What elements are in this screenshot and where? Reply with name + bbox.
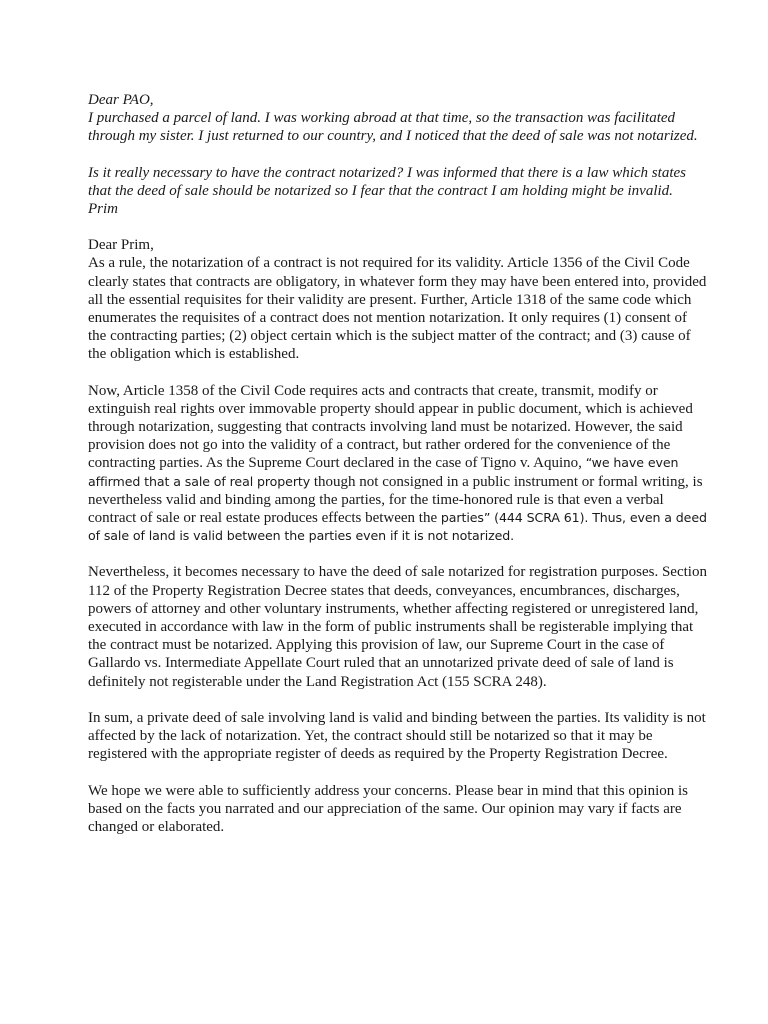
spacer — [88, 764, 708, 782]
question-paragraph-2: Is it really necessary to have the contract notarized? I was informed that there is a law which states that the deed of sale should be notarized so I fear that the contract I am holding might be invalid. — [88, 164, 686, 199]
answer-paragraph-4: In sum, a private deed of sale involving land is valid and binding between the parties. Its validity is not affected by the lack of notarization. Yet, the contract should still be notarized so that it may be registered with the appropriate register of deeds as required by the Property Registration Decree. — [88, 709, 706, 763]
spacer — [88, 218, 708, 236]
answer-paragraph-2-quote-b: parties” (444 SCRA 61). Thus, even a deed of sale of land is valid between the parties even if it is not notarized. — [88, 510, 707, 544]
spacer — [88, 691, 708, 709]
answer-paragraph-1: As a rule, the notarization of a contract is not required for its validity. Article 1356 of the Civil Code clearly states that contracts are obligatory, in whatever form they may have been entered into, provided all the essential requisites for their validity are present. Further, Article 1318 of the same code which enumerates the requisites of a contract does not mention notarization. It only requires (1) consent of the contracting parties; (2) object certain which is the subject matter of the contract; and (3) cause of the obligation which is established. — [88, 255, 707, 363]
document-page — [88, 91, 708, 836]
spacer — [88, 364, 708, 382]
spacer — [88, 146, 708, 164]
question-paragraph-1: I purchased a parcel of land. I was working abroad at that time, so the transaction was facilitated through my sister. I just returned to our country, and I noticed that the deed of sale was not notarized. — [88, 110, 698, 145]
question-letter — [88, 91, 708, 218]
answer-paragraph-2-text-b: though not consigned in a public instrument or formal writing, is nevertheless valid and binding among the parties, for the time-honored rule is that even a verbal contract of sale or real estate produces effects between the — [88, 473, 703, 527]
question-salutation: Dear PAO, — [88, 92, 154, 108]
question-signature: Prim — [88, 201, 118, 218]
answer-letter — [88, 236, 708, 836]
answer-salutation: Dear Prim, — [88, 237, 154, 254]
answer-paragraph-2-text-a: Now, Article 1358 of the Civil Code requires acts and contracts that create, transmit, modify or extinguish real rights over immovable property should appear in public document, which is achieved through notarization, suggesting that contracts involving land must be notarized. However, the said provision does not go into the validity of a contract, but rather ordered for the convenience of the contracting parties. As the Supreme Court declared in the case of Tigno v. Aquino, — [88, 382, 693, 472]
answer-paragraph-2 — [88, 382, 708, 546]
answer-paragraph-3: Nevertheless, it becomes necessary to have the deed of sale notarized for registration purposes. Section 112 of the Property Registration Decree states that deeds, conveyances, encumbrances, discharges, powers of attorney and other voluntary instruments, whether affecting registered or unregistered land, executed in accordance with law in the form of public instruments shall be registerable implying that the contract must be notarized. Applying this provision of law, our Supreme Court in the case of Gallardo vs. Intermediate Appellate Court ruled that an unnotarized private deed of sale of land is definitely not registerable under the Land Registration Act (155 SCRA 248). — [88, 564, 707, 690]
answer-paragraph-2-quote-a: “we have even affirmed that a sale of real property — [88, 455, 679, 489]
spacer — [88, 545, 708, 563]
answer-paragraph-5: We hope we were able to sufficiently address your concerns. Please bear in mind that this opinion is based on the facts you narrated and our appreciation of the same. Our opinion may vary if facts are changed or elaborated. — [88, 782, 689, 835]
